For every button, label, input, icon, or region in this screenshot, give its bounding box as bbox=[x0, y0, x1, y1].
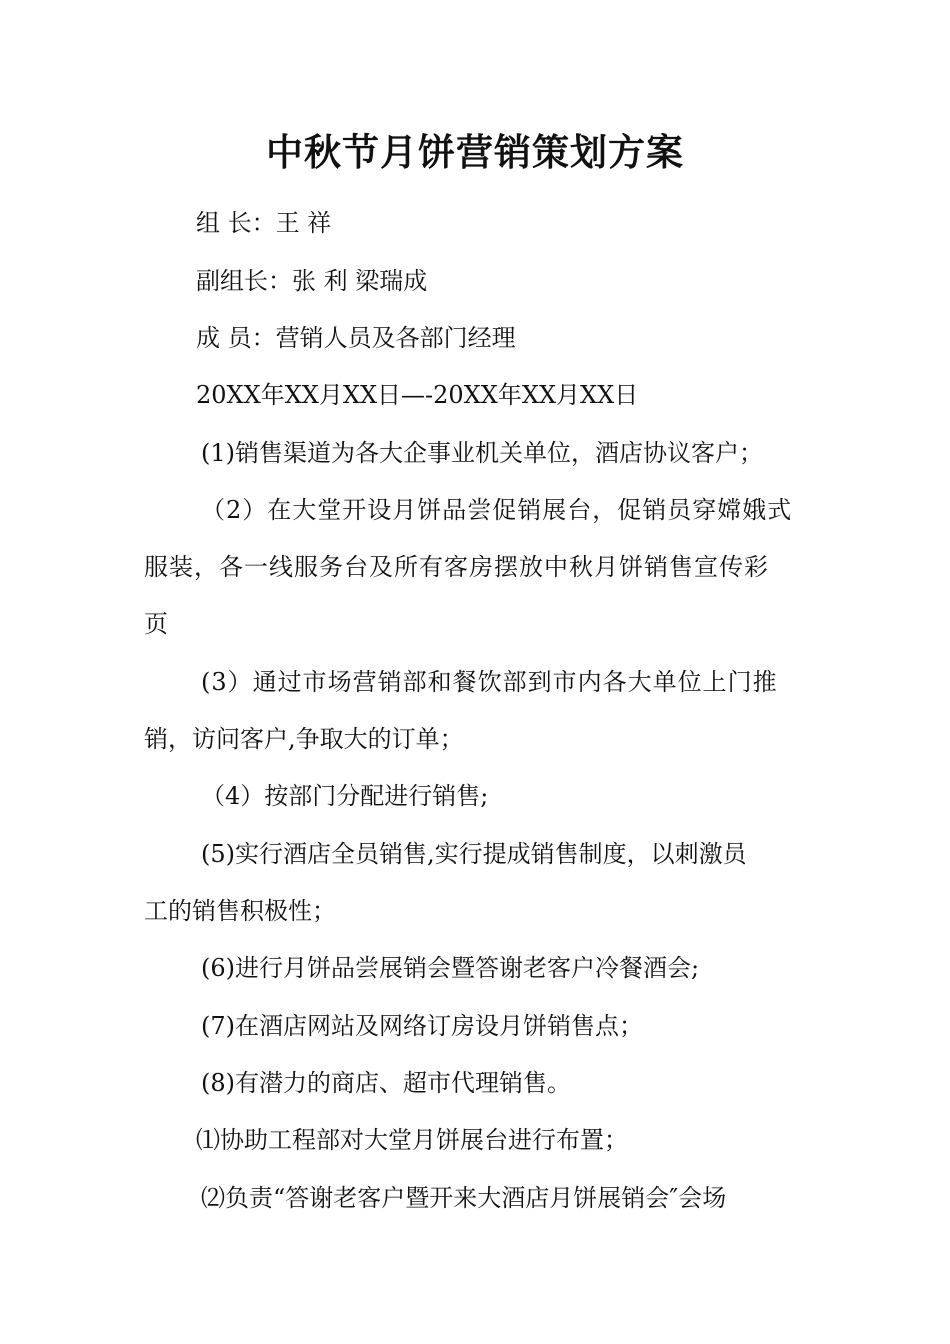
item-2-line-3: 页 bbox=[144, 610, 168, 638]
members-line: 成 员：营销人员及各部门经理 bbox=[196, 324, 516, 352]
item-2-line-1: （2）在大堂开设月饼品尝促销展台，促销员穿嫦娥式 bbox=[201, 496, 793, 524]
task-1-line: ⑴协助工程部对大堂月饼展台进行布置； bbox=[196, 1126, 628, 1154]
item-5-line-2: 工的销售积极性； bbox=[144, 897, 336, 925]
team-leader-line: 组 长：王 祥 bbox=[196, 209, 332, 237]
item-7-line: (7)在酒店网站及网络订房设月饼销售点； bbox=[201, 1012, 643, 1040]
item-5-line-1: (5)实行酒店全员销售,实行提成销售制度，以刺激员 bbox=[201, 840, 747, 868]
item-3-line-2: 销，访问客户,争取大的订单； bbox=[144, 725, 464, 753]
item-2-line-2: 服装，各一线服务台及所有客房摆放中秋月饼销售宣传彩 bbox=[144, 553, 769, 581]
date-range-line: 20XX年XX月XX日—-20XX年XX月XX日 bbox=[196, 381, 639, 409]
document-title: 中秋节月饼营销策划方案 bbox=[266, 130, 684, 174]
item-3-line-1: (3）通过市场营销部和餐饮部到市内各大单位上门推 bbox=[201, 668, 778, 696]
item-6-line: (6)进行月饼品尝展销会暨答谢老客户冷餐酒会; bbox=[201, 954, 700, 982]
item-8-line: (8)有潜力的商店、超市代理销售。 bbox=[201, 1069, 571, 1097]
task-2-line: ⑵负责“答谢老客户暨开来大酒店月饼展销会″会场 bbox=[201, 1184, 727, 1212]
item-1-line: (1)销售渠道为各大企事业机关单位，酒店协议客户； bbox=[201, 439, 763, 467]
item-4-line: （4）按部门分配进行销售; bbox=[201, 782, 489, 810]
deputy-leader-line: 副组长：张 利 梁瑞成 bbox=[196, 267, 428, 295]
